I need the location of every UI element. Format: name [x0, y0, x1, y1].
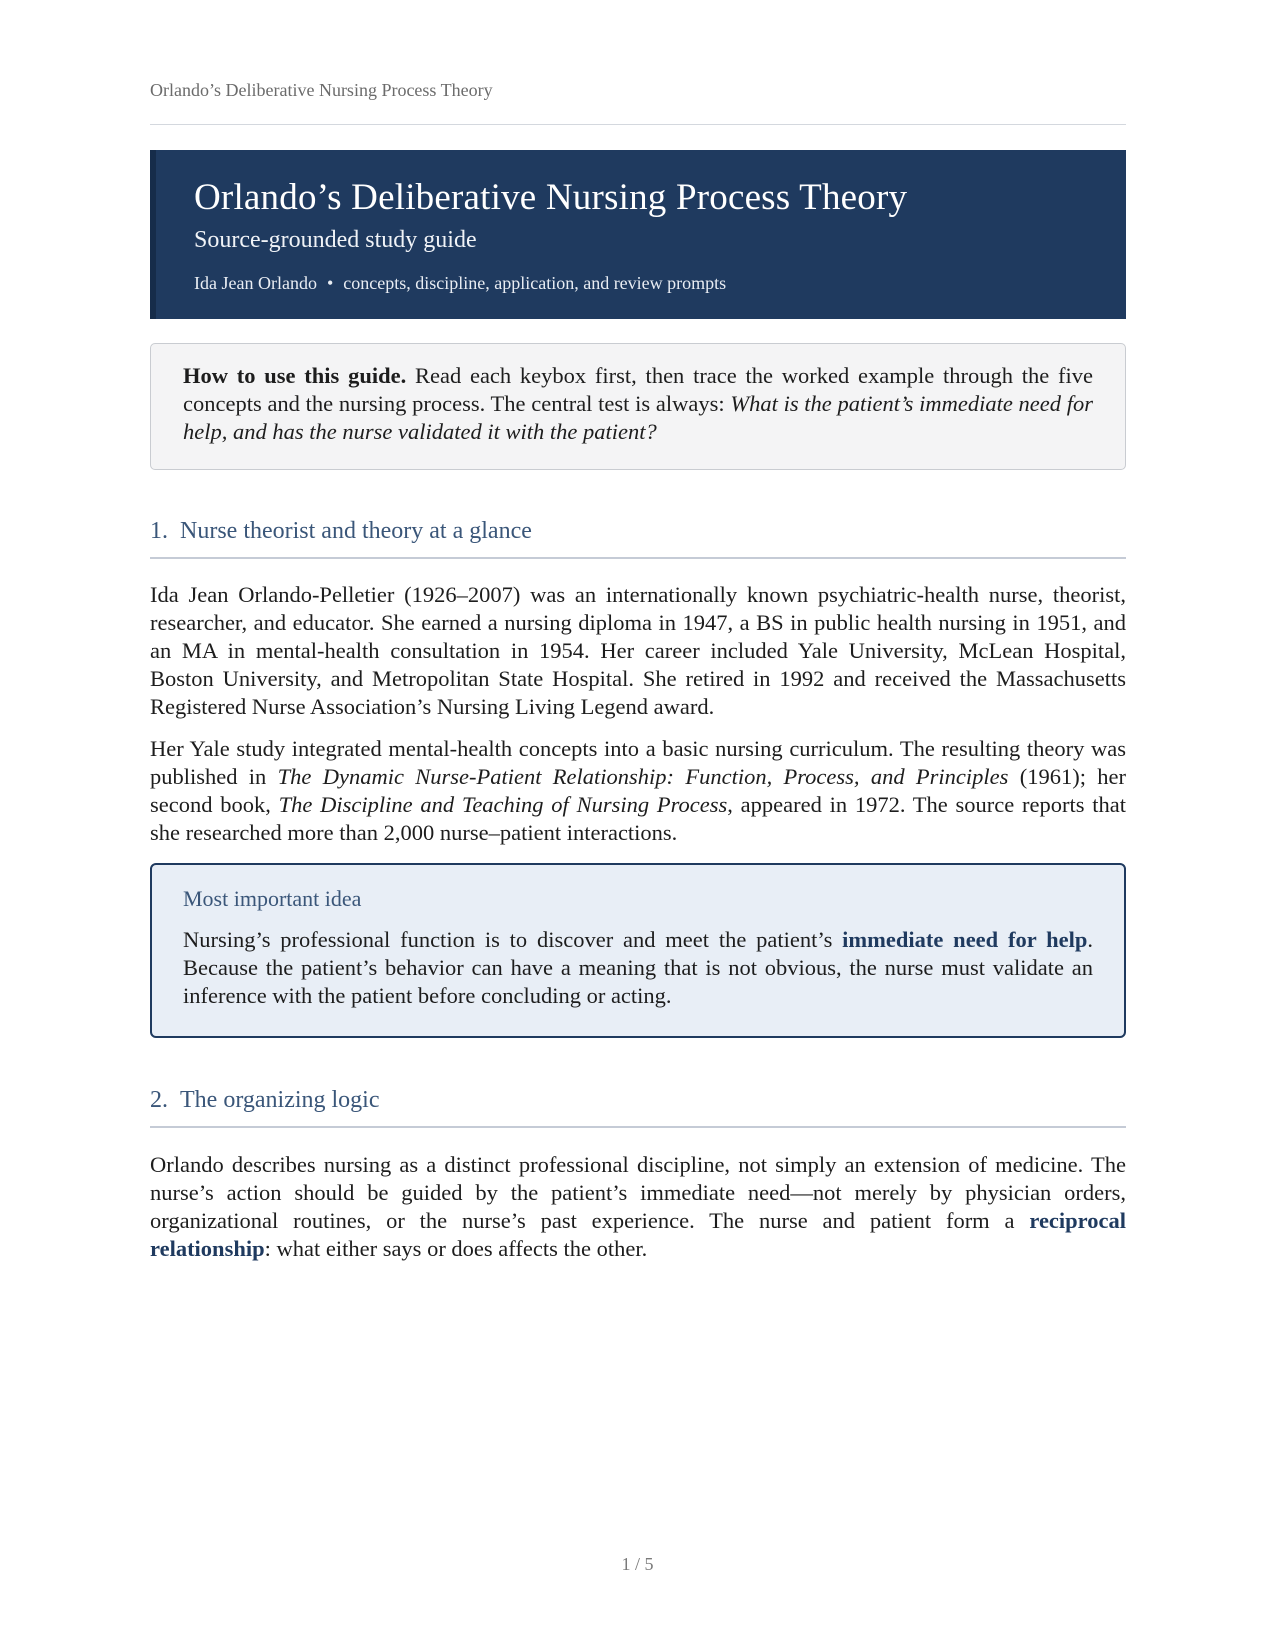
how-to-central-question: What is the patient’s immediate need for help, and has the nurse validated it with the patient? [183, 391, 1093, 444]
section-2-title: The organizing logic [180, 1087, 380, 1113]
section-2-text-b: : what either says or does affects the other. [264, 1236, 648, 1261]
para2-text-c: , appeared in 1972. The source reports that she researched more than 2,000 nurse–patient interactions. [150, 792, 1126, 845]
section-2-paragraph [150, 1151, 1126, 1263]
para2-text-b: (1961); her second book, [150, 764, 1127, 817]
header-rule [150, 124, 1126, 125]
section-1-heading [150, 518, 1126, 559]
section-2-number: 2. [150, 1087, 168, 1113]
key-idea-text-b: . Because the patient’s behavior can have a meaning that is not obvious, the nurse must validate an inference with the patient before concluding or acting. [183, 927, 1093, 1008]
document-subtitle: Source-grounded study guide [194, 227, 477, 253]
page-number: 1 / 5 [621, 1554, 654, 1574]
how-to-text: Read each keybox first, then trace the worked example through the five concepts and the nursing process. The central test is always: [183, 363, 1093, 416]
section-2-emphasis: reciprocal relationship [150, 1208, 1126, 1261]
key-idea-title: Most important idea [183, 886, 362, 911]
byline-bullet: • [326, 273, 334, 293]
section-1-paragraph-1: Ida Jean Orlando-Pelletier (1926–2007) was an internationally known psychiatric-health nurse, theorist, researcher, and educator. She earned a nursing diploma in 1947, a BS in public health nursing in 1951, and an MA in mental-health consultation in 1954. Her career included Yale University, McLean Hospital, Boston University, and Metropolitan State Hospital. She retired in 1992 and received the Massachusetts Registered Nurse Association’s Nursing Living Legend award. [150, 582, 1126, 719]
how-to-use-box [150, 343, 1126, 470]
key-idea-body [183, 926, 1093, 1010]
section-1-number: 1. [150, 518, 168, 544]
byline-author: Ida Jean Orlando [194, 273, 317, 293]
key-idea-text-a: Nursing’s professional function is to discover and meet the patient’s [183, 927, 843, 952]
para2-text-a: Her Yale study integrated mental-health concepts into a basic nursing curriculum. The resulting theory was published in [150, 736, 1126, 789]
section-1-title: Nurse theorist and theory at a glance [180, 518, 532, 544]
book-title-1961: The Dynamic Nurse-Patient Relationship: Function, Process, and Principles [277, 764, 1009, 789]
title-banner [150, 150, 1126, 319]
document-title: Orlando’s Deliberative Nursing Process Theory [194, 177, 908, 218]
section-2-heading [150, 1087, 1126, 1128]
key-idea-box [150, 863, 1126, 1038]
how-to-lead: How to use this guide. [183, 363, 407, 388]
book-title-1972: The Discipline and Teaching of Nursing Process [278, 792, 728, 817]
running-header: Orlando’s Deliberative Nursing Process Theory [150, 80, 493, 100]
section-2-text-a: Orlando describes nursing as a distinct professional discipline, not simply an extension of medicine. The nurse’s action should be guided by the patient’s immediate need—not merely by physician orders, organizational routines, or the nurse’s past experience. The nurse and patient form a [150, 1152, 1126, 1233]
byline [194, 270, 1126, 296]
key-idea-emphasis: immediate need for help [842, 927, 1088, 952]
section-1-paragraph-2 [150, 735, 1126, 847]
byline-topics: concepts, discipline, application, and review prompts [343, 273, 727, 293]
